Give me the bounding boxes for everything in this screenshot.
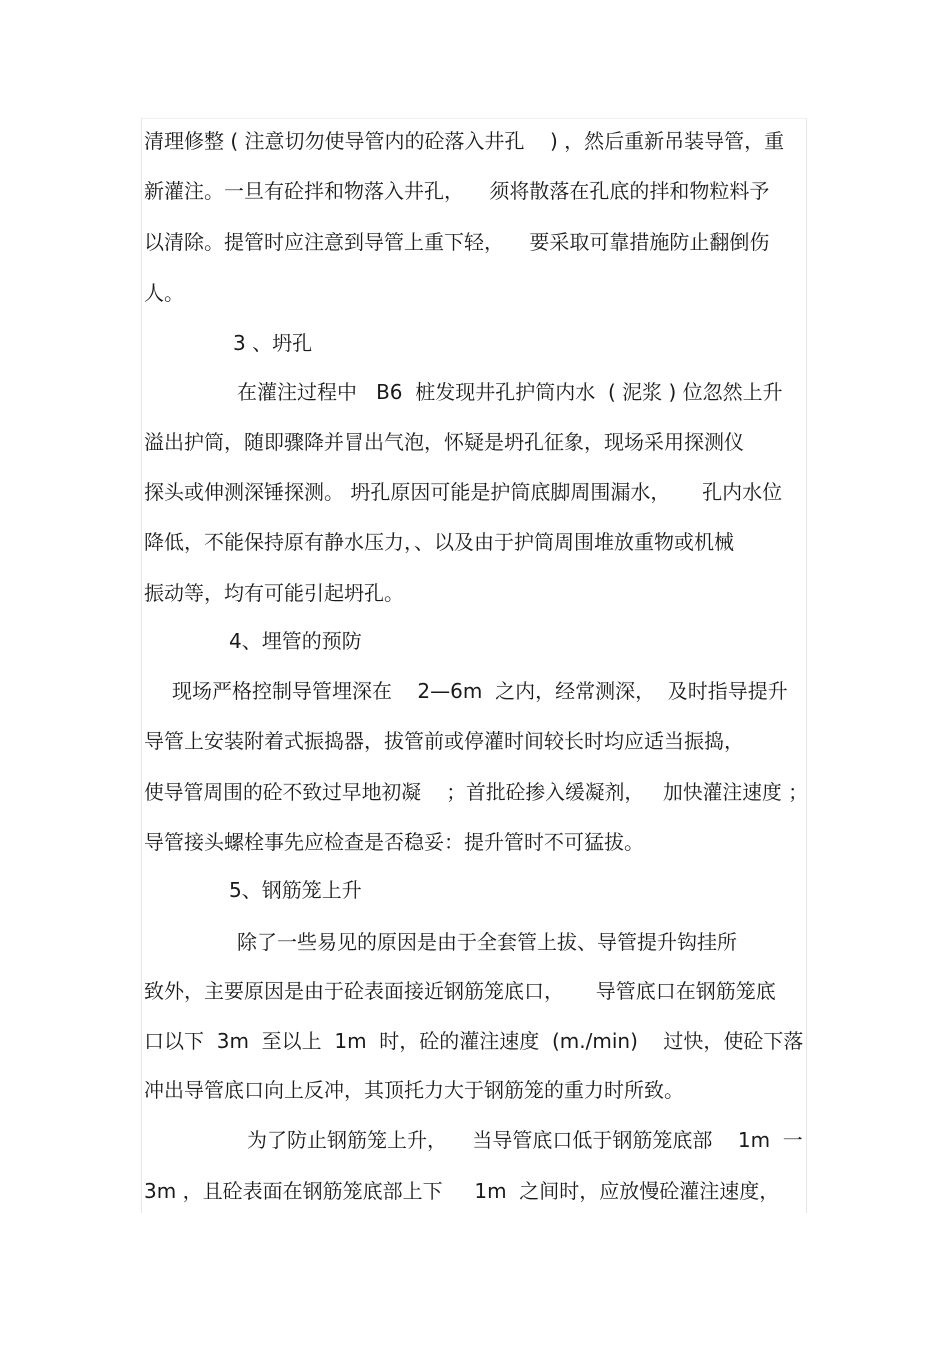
paragraph-line-8: 探头或伸测深锤探测。 坍孔原因可能是护筒底脚周围漏水， 孔内水位	[144, 480, 783, 504]
paragraph-line-14: 使导管周围的砼不致过早地初凝 ；首批砼掺入缓凝剂， 加快灌注速度 ；	[144, 780, 808, 804]
paragraph-line-10: 振动等，均有可能引起坍孔。	[144, 581, 404, 605]
paragraph-line-22: 3m ，且砼表面在钢筋笼底部上下 1m 之间时，应放慢砼灌注速度，	[144, 1179, 780, 1203]
section-heading-cage-rise: 5、钢筋笼上升	[229, 878, 362, 902]
paragraph-line-15: 导管接头螺栓事先应检查是否稳妥：提升管时不可猛拔。	[144, 830, 644, 854]
paragraph-line-1: 清理修整 ( 注意切勿使导管内的砼落入井孔 ) ，然后重新吊装导管，重	[144, 129, 785, 153]
paragraph-line-12: 现场严格控制导管埋深在 2—6m 之内，经常测深， 及时指导提升	[172, 679, 788, 703]
paragraph-line-21: 为了防止钢筋笼上升， 当导管底口低于钢筋笼底部 1m 一	[247, 1128, 803, 1152]
paragraph-line-20: 冲出导管底口向上反冲，其顶托力大于钢筋笼的重力时所致。	[144, 1078, 684, 1102]
paragraph-line-19: 口以下 3m 至以上 1m 时，砼的灌注速度 (m./min) 过快，使砼下落	[144, 1029, 804, 1053]
section-heading-pipe-burial: 4、埋管的预防	[229, 629, 362, 653]
paragraph-line-13: 导管上安装附着式振捣器，拔管前或停灌时间较长时均应适当振捣，	[144, 729, 744, 753]
paragraph-line-17: 除了一些易见的原因是由于全套管上拔、导管提升钩挂所	[237, 930, 737, 954]
paragraph-line-7: 溢出护筒，随即骤降并冒出气泡，怀疑是坍孔征象，现场采用探测仪	[144, 430, 744, 454]
section-heading-collapse: 3 、坍孔	[233, 331, 313, 355]
paragraph-line-2: 新灌注。一旦有砼拌和物落入井孔， 须将散落在孔底的拌和物粒料予	[144, 179, 770, 203]
paragraph-line-3: 以清除。提管时应注意到导管上重下轻， 要采取可靠措施防止翻倒伤	[144, 230, 770, 254]
paragraph-line-9: 降低，不能保持原有静水压力，、以及由于护筒周围堆放重物或机械	[144, 530, 734, 554]
paragraph-line-6: 在灌注过程中 B6 桩发现井孔护筒内水 ( 泥浆 ) 位忽然上升	[237, 380, 783, 404]
paragraph-line-18: 致外，主要原因是由于砼表面接近钢筋笼底口， 导管底口在钢筋笼底	[144, 979, 776, 1003]
paragraph-line-4: 人。	[144, 281, 184, 305]
